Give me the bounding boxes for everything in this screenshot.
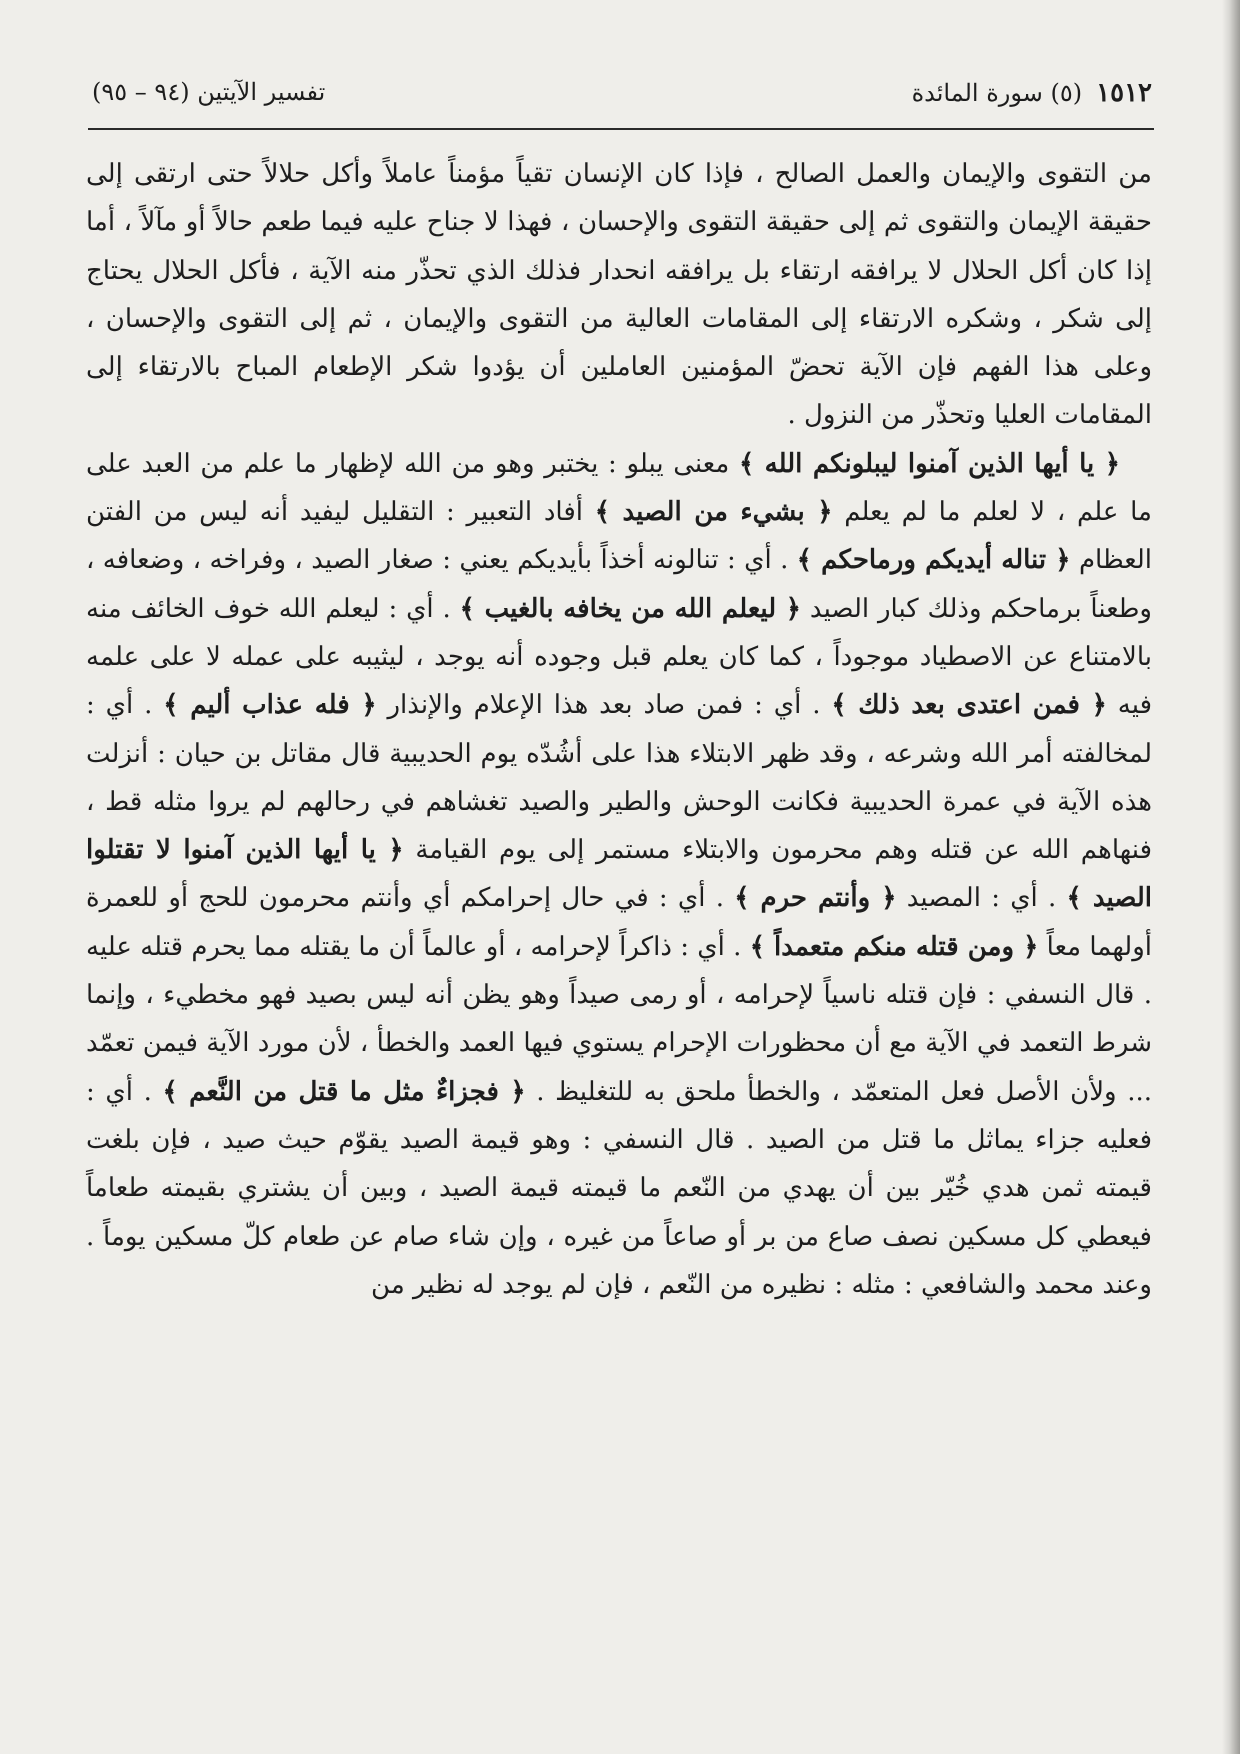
commentary-text: . أي : لمخالفته أمر الله وشرعه ، وقد ظهر الابتلاء هذا على أشُدّه يوم الحديبية قال مقاتل بن حيان : أنزلت هذه الآية في عمرة الحديبية فكانت الوحش والطير والصيد تغشاهم في رحالهم لم يروا مثله قط ، فنهاهم الله عن قتله وهم محرمون والابتلاء مستمر إلى يوم القيامة (86, 690, 1152, 866)
commentary-text: . أي : ذاكراً لإحرامه ، أو عالماً أن ما يقتله مما يحرم قتله عليه . قال النسفي : فإن قتله ناسياً لإحرامه ، أو رمى صيداً وهو يظن أنه ليس بصيد فهو مخطيء ، وإنما شرط التعمد في الآية مع أن محظورات الإحرام يستوي فيها العمد والخطأ ، لأن مورد الآية فيمن تعمّد ... ولأن الأصل فعل المتعمّد ، والخطأ ملحق به للتغليظ . (86, 931, 1152, 1107)
header-right (912, 78, 1152, 108)
header-left (92, 78, 325, 106)
header-divider (88, 128, 1154, 130)
running-header (92, 78, 1152, 122)
commentary-text: . أي : ليعلم الله خوف الخائف منه بالامتناع عن الاصطياد موجوداً ، كما كان يعلم قبل وجوده أنه يوجد ، ليثيبه على عمله لا على علمه فيه (86, 593, 1153, 721)
verse-quote: ﴿ فجزاءٌ مثل ما قتل من النَّعم ﴾ (162, 1076, 526, 1107)
verse-quote: ﴿ ومن قتله منكم متعمداً ﴾ (749, 931, 1039, 962)
page-edge-shadow (1222, 0, 1240, 1754)
commentary-text: . أي : المصيد (896, 883, 1067, 914)
verse-quote: ﴿ تناله أيديكم ورماحكم ﴾ (796, 545, 1071, 576)
commentary-text: . أي : في حال إحرامكم أي وأنتم محرمون للحج أو للعمرة أولهما معاً (86, 883, 1153, 962)
commentary-text: من التقوى والإيمان والعمل الصالح ، فإذا كان الإنسان تقياً مؤمناً عاملاً وأكل حلالاً حتى ارتقى إلى حقيقة الإيمان والتقوى ثم إلى حقيقة التقوى والإحسان ، فهذا لا جناح عليه فيما طعم حالاً أو مآلاً ، أما إذا كان أكل الحلال لا يرافقه ارتقاء بل يرافقه انحدار فذلك الذي تحذّر منه الآية ، فأكل الحلال يحتاج إلى شكر ، وشكره الارتقاء إلى المقامات العالية من التقوى والإيمان ، ثم إلى التقوى والإحسان ، وعلى هذا الفهم فإن الآية تحضّ المؤمنين العاملين أن يؤدوا شكر الإطعام المباح بالارتقاء إلى المقامات العليا وتحذّر من النزول . (86, 159, 1152, 431)
commentary-text: معنى يبلو : يختبر وهو من الله لإظهار ما علم من العبد على ما علم ، لا لعلم ما لم يعلم (86, 448, 1152, 528)
section-title: تفسير الآيتين (٩٤ – ٩٥) (92, 78, 326, 106)
verse-quote: ﴿ يا أيها الذين آمنوا لا تقتلوا الصيد ﴾ (86, 835, 1153, 914)
commentary-text: . أي : فعليه جزاء يماثل ما قتل من الصيد . قال النسفي : وهو قيمة الصيد يقوّم حيث صيد ، فإن بلغت قيمته ثمن هدي خُيّر بين أن يهدي من النّعم ما قيمته قيمة الصيد ، وبين أن يشتري بقيمته طعاماً فيعطي كل مسكين نصف صاع من بر أو صاعاً من غيره ، وإن شاء صام عن طعام كلّ مسكين يوماً . وعند محمد والشافعي : مثله : نظيره من النّعم ، فإن لم يوجد له نظير من (86, 1076, 1152, 1300)
commentary-text: أفاد التعبير : التقليل ليفيد أنه ليس من الفتن العظام (86, 497, 1152, 576)
page-number: ١٥١٢ (1096, 78, 1152, 108)
paragraph (86, 150, 1152, 440)
verse-quote: ﴿ بشيء من الصيد ﴾ (594, 497, 833, 528)
commentary-text: . أي : فمن صاد بعد هذا الإعلام والإنذار (376, 690, 832, 721)
verse-quote: ﴿ يا أيها الذين آمنوا ليبلونكم الله ﴾ (738, 448, 1120, 479)
commentary-text: . أي : تنالونه أخذاً بأيديكم يعني : صغار الصيد ، وفراخه ، وضعافه ، وطعناً برماحكم وذلك كبار الصيد (86, 545, 1152, 624)
verse-quote: ﴿ فله عذاب أليم ﴾ (163, 690, 377, 721)
verse-quote: ﴿ فمن اعتدى بعد ذلك ﴾ (831, 690, 1107, 721)
verse-quote: ﴿ وأنتم حرم ﴾ (734, 883, 897, 914)
body-text (86, 150, 1152, 1309)
verse-quote: ﴿ ليعلم الله من يخافه بالغيب ﴾ (459, 593, 802, 624)
surah-title: (٥) سورة المائدة (911, 79, 1083, 107)
paragraph (86, 440, 1152, 1309)
